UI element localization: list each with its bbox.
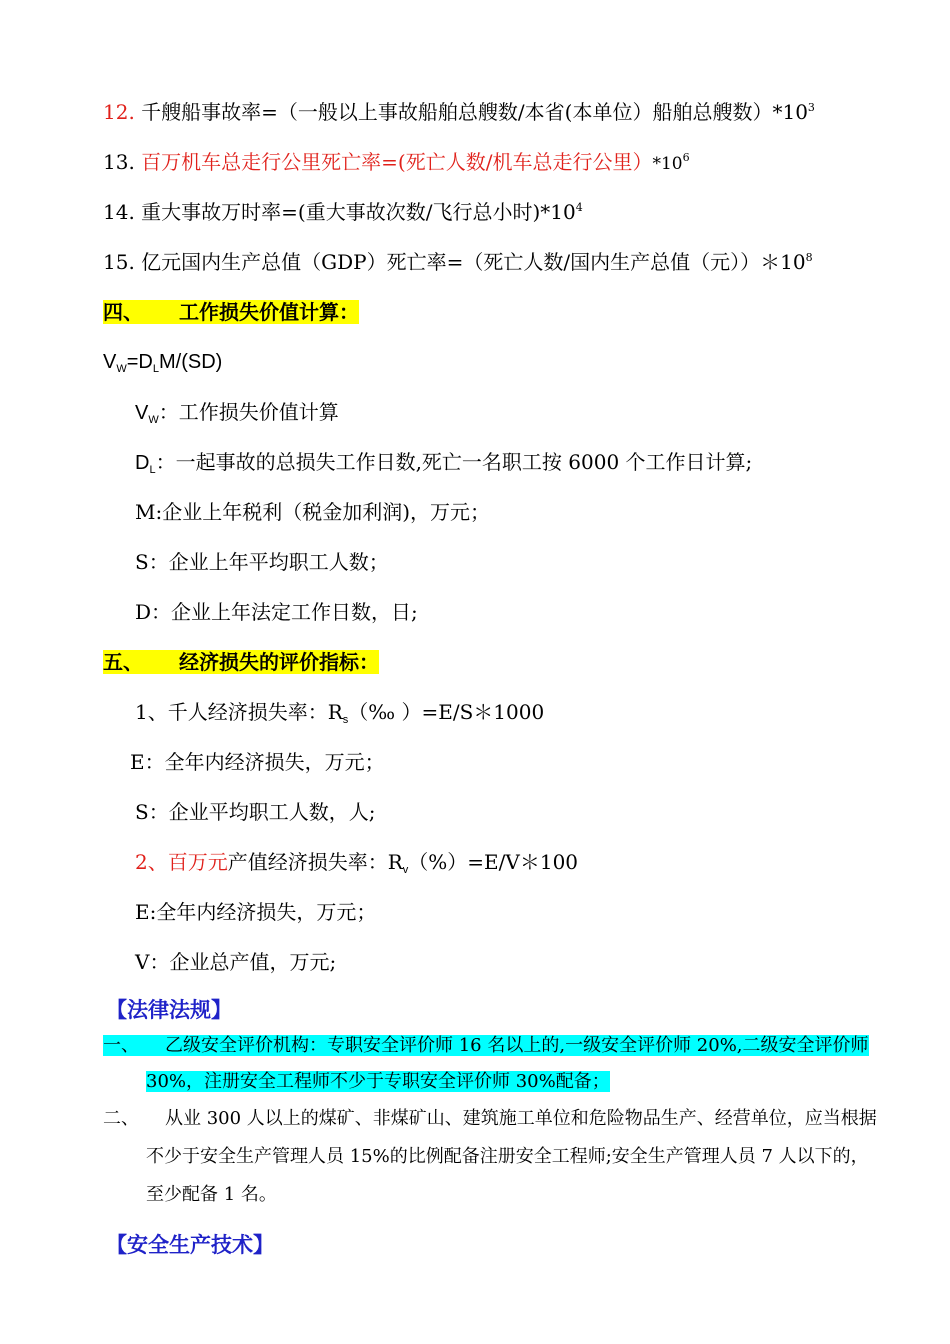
section-4-title: 工作损失价值计算：	[179, 300, 359, 324]
indicator-2-sub: v	[402, 864, 409, 876]
formula-14-exponent: 4	[575, 201, 583, 214]
law-item-2-line-2: 不少于安全生产管理人员 15%的比例配备注册安全工程师;安全生产管理人员 7 人以下的，	[146, 1146, 869, 1167]
law-item-1-number: 一、	[103, 1035, 139, 1056]
def-dl	[135, 448, 752, 480]
formula-14-number: 14.	[103, 200, 135, 224]
def-dl-l-sub: L	[149, 464, 156, 476]
def-vw	[135, 398, 339, 430]
def-vw-text: ：工作损失价值计算	[158, 400, 339, 424]
def-dl-text: ：一起事故的总损失工作日数,死亡一名职工按 6000 个工作日计算;	[155, 450, 753, 474]
formula-v: V	[103, 351, 117, 373]
law-item-1-line-2	[146, 1069, 610, 1095]
def-vw-w-sub: W	[148, 414, 159, 426]
formula-12	[103, 98, 815, 126]
def-d: D：企业上年法定工作日数，日;	[135, 600, 418, 624]
indicator-1-text: 1、千人经济损失率：R	[135, 700, 343, 724]
section-4-number: 四、	[103, 300, 143, 324]
tech-heading: 【安全生产技术】	[106, 1233, 274, 1257]
indicator-2-text: 产值经济损失率：R	[227, 850, 403, 874]
indicator-1-sub: s	[342, 714, 349, 726]
indicator-1-e: E：全年内经济损失，万元；	[130, 750, 385, 774]
law-item-2-line-3: 至少配备 1 名。	[146, 1184, 277, 1205]
formula-15-exponent: 8	[805, 251, 813, 264]
formula-15-number: 15.	[103, 250, 135, 274]
law-item-2-number: 二、	[103, 1108, 139, 1129]
law-item-2-text-1: 从业 300 人以上的煤矿、非煤矿山、建筑施工单位和危险物品生产、经营单位，应当根据	[165, 1108, 877, 1129]
formula-mid: =D	[126, 351, 153, 373]
formula-15-text: 亿元国内生产总值（GDP）死亡率=（死亡人数/国内生产总值（元））＊10	[134, 250, 806, 274]
formula-l-sub: L	[152, 363, 159, 375]
formula-12-text: 千艘船事故率=（一般以上事故船舶总艘数/本省(本单位）船舶总艘数）*10	[134, 100, 808, 124]
formula-14	[103, 198, 583, 226]
indicator-2-e: E:全年内经济损失，万元；	[135, 900, 377, 924]
indicator-1-formula: （‰ ）=E/S＊1000	[348, 700, 545, 724]
law-item-1-text-2: 30%，注册安全工程师不少于专职安全评价师 30%配备；	[146, 1071, 610, 1092]
formula-15	[103, 248, 813, 276]
indicator-2	[135, 848, 578, 880]
section-5-title: 经济损失的评价指标：	[179, 650, 379, 674]
def-m: M:企业上年税利（税金加利润)，万元；	[135, 500, 491, 524]
def-vw-v: V	[135, 402, 149, 424]
law-item-1-line-1	[103, 1033, 869, 1059]
formula-w-sub: W	[116, 363, 127, 375]
law-heading: 【法律法规】	[106, 998, 232, 1022]
formula-13-exponent: 6	[682, 151, 690, 164]
formula-13-text: 百万机车总走行公里死亡率=(死亡人数/机车总走行公里）	[134, 150, 653, 174]
section-5-heading	[103, 648, 379, 676]
formula-13	[103, 148, 690, 178]
indicator-2-formula: （%）=E/V＊100	[408, 850, 579, 874]
work-loss-formula	[103, 348, 222, 379]
section-4-heading	[103, 298, 359, 326]
indicator-2-v: V：企业总产值，万元;	[135, 950, 337, 974]
formula-12-number: 12.	[103, 100, 135, 124]
indicator-1	[135, 698, 544, 730]
def-s: S：企业上年平均职工人数；	[135, 550, 389, 574]
indicator-1-s: S：企业平均职工人数，人;	[135, 800, 376, 824]
formula-12-exponent: 3	[807, 101, 815, 114]
law-item-2-line-1	[103, 1106, 877, 1132]
law-item-1-text-1: 乙级安全评价机构：专职安全评价师 16 名以上的,一级安全评价师 20%,二级安全评价师	[165, 1035, 869, 1056]
section-5-number: 五、	[103, 650, 143, 674]
formula-13-tail: *10	[652, 154, 683, 174]
indicator-2-red: 2、百万元	[135, 850, 228, 874]
formula-14-text: 重大事故万时率=(重大事故次数/飞行总小时)*10	[134, 200, 576, 224]
formula-13-number: 13.	[103, 150, 135, 174]
formula-end: M/(SD)	[158, 351, 223, 373]
def-dl-d: D	[135, 452, 150, 474]
